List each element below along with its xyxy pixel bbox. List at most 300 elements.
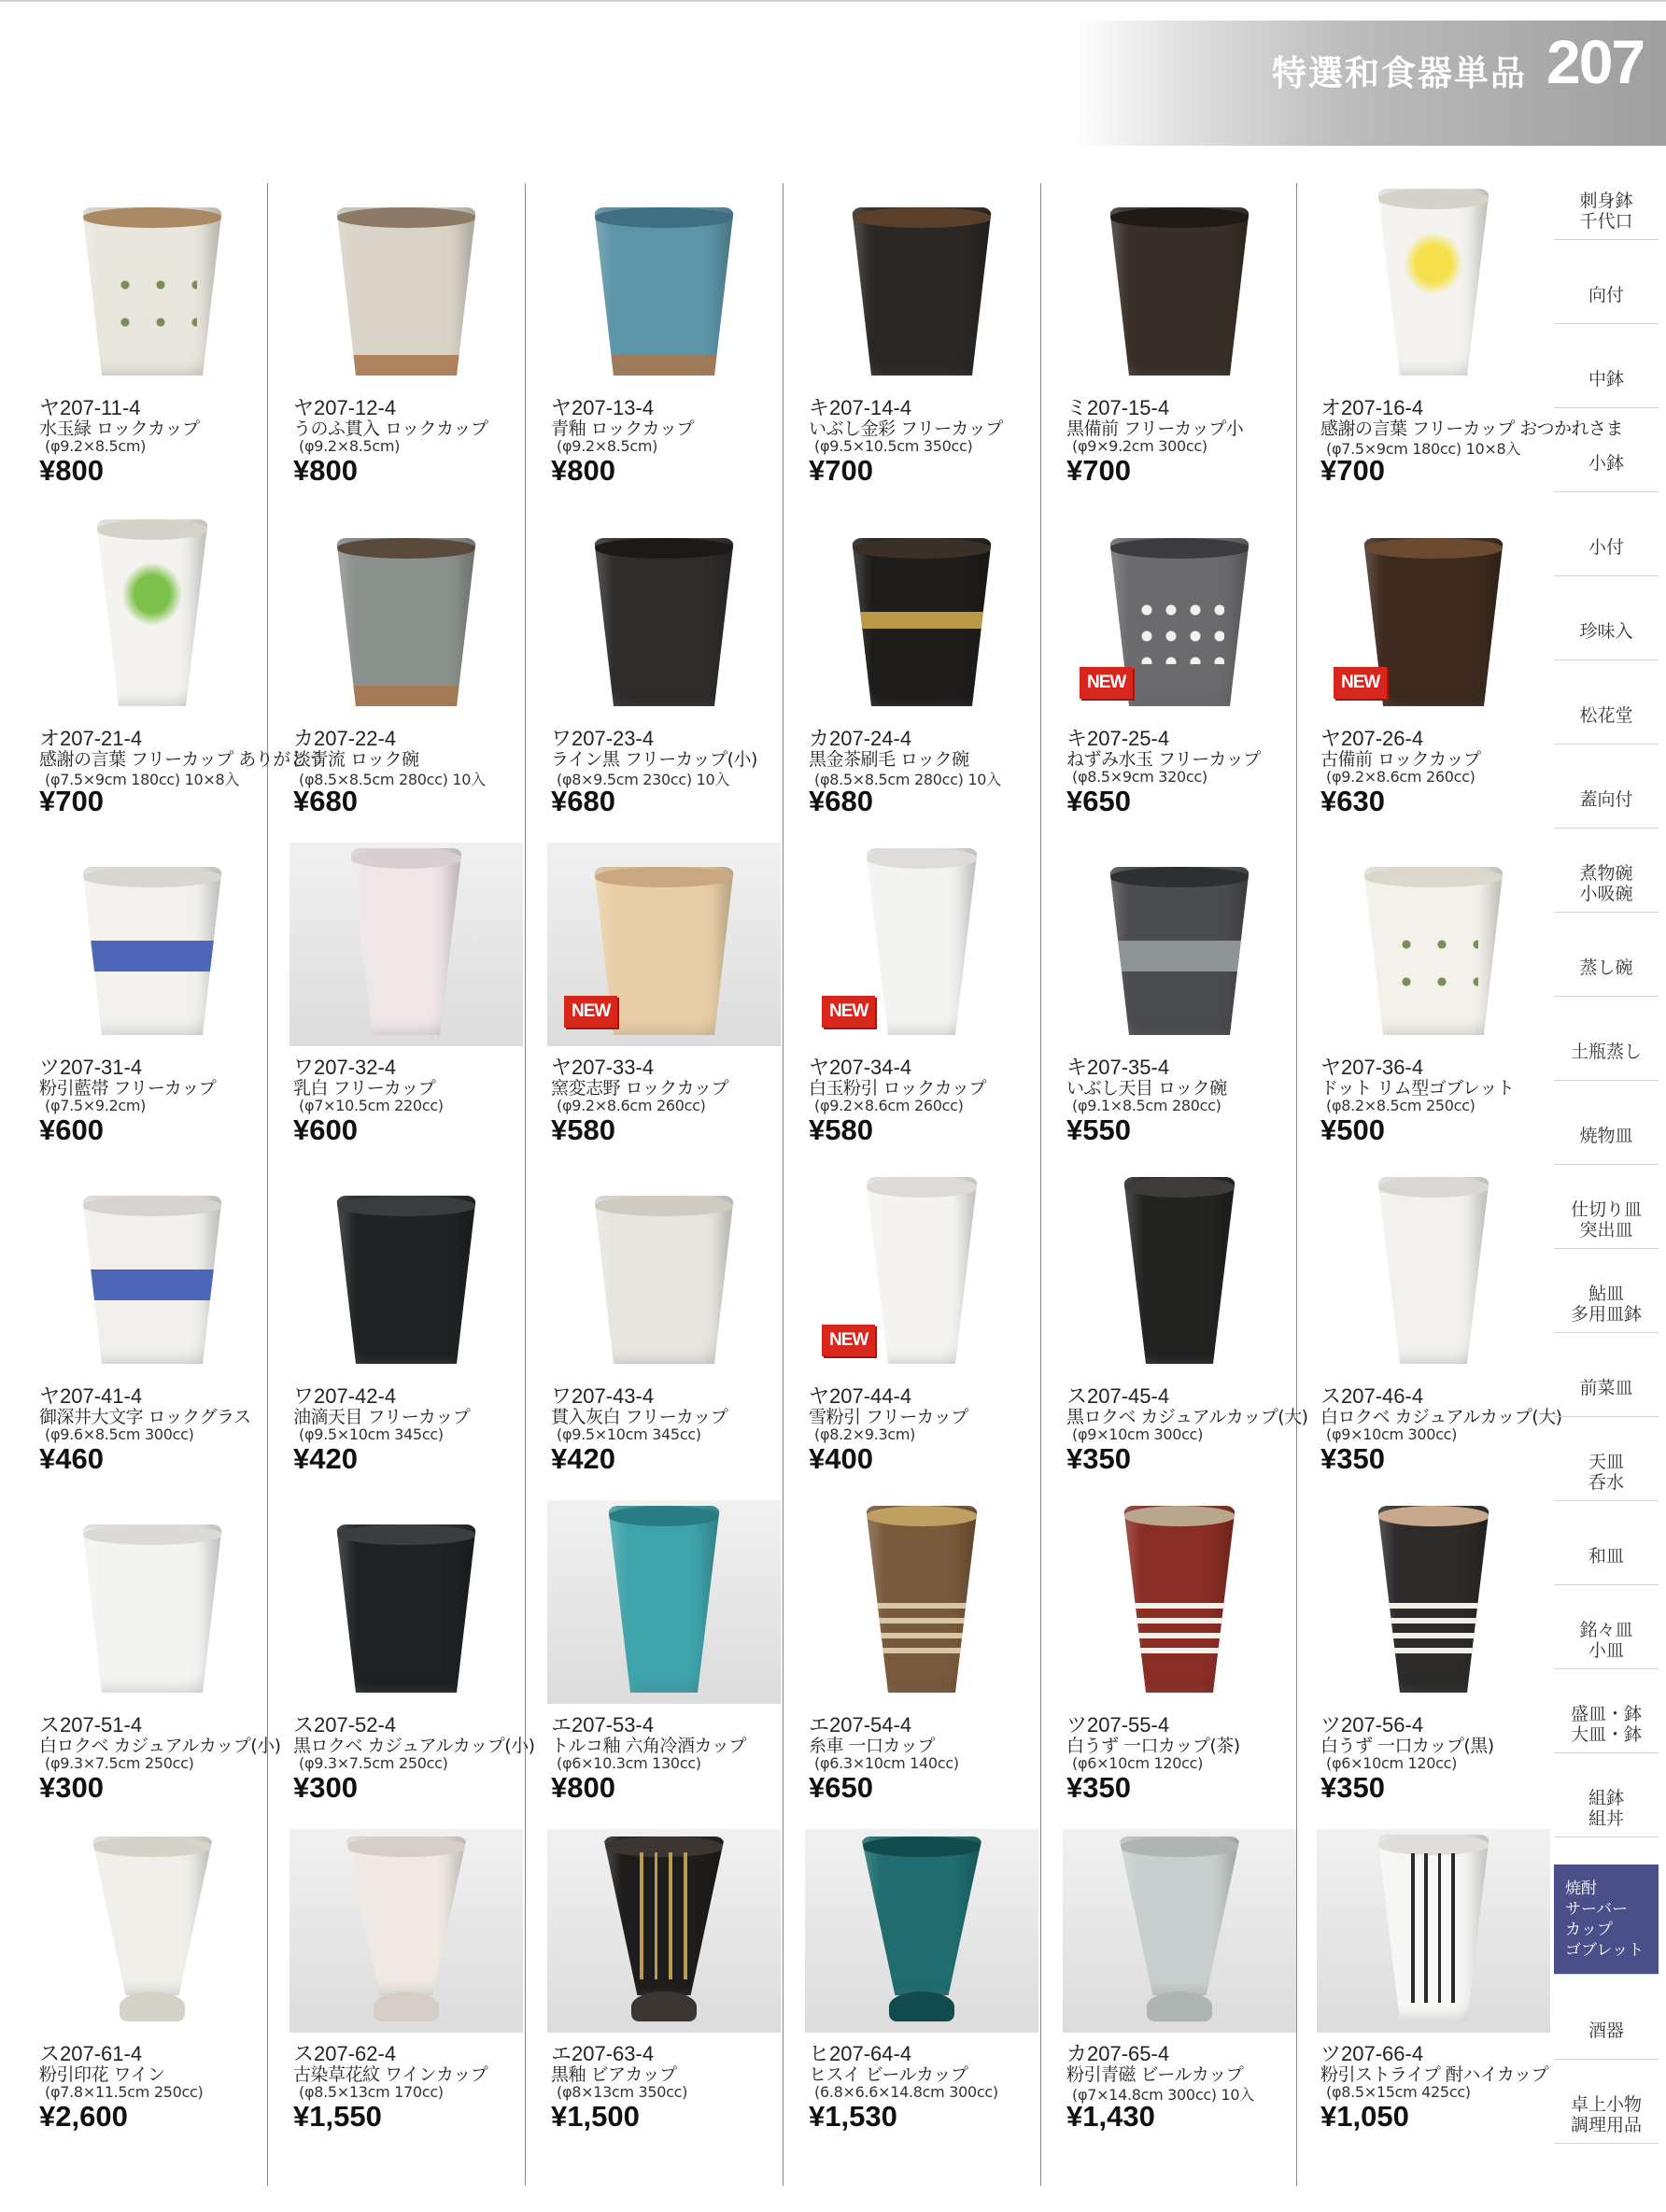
product-item[interactable] bbox=[26, 843, 278, 1164]
product-price: ¥800 bbox=[551, 1771, 615, 1804]
product-photo bbox=[805, 183, 1038, 387]
product-code: ツ207-66-4 bbox=[1320, 2042, 1424, 2065]
product-size: (φ9×10cm 300cc) bbox=[1326, 1425, 1458, 1443]
cup-rim bbox=[1377, 1835, 1490, 1855]
product-price: ¥400 bbox=[809, 1442, 873, 1475]
product-price: ¥700 bbox=[809, 454, 873, 487]
product-item[interactable] bbox=[280, 514, 532, 835]
cup-illustration bbox=[346, 1836, 467, 1995]
sidebar-category[interactable]: 組鉢 組丼 bbox=[1554, 1780, 1659, 1837]
cup-illustration bbox=[866, 1506, 978, 1693]
product-name: 粉引青磁 ビールカップ bbox=[1066, 2064, 1244, 2085]
product-price: ¥580 bbox=[809, 1113, 873, 1146]
product-size: (φ9.2×8.6cm 260cc) bbox=[1326, 768, 1475, 786]
product-size: (φ9.3×7.5cm 250cc) bbox=[299, 1754, 448, 1772]
product-name: 雪粉引 フリーカップ bbox=[809, 1407, 968, 1427]
product-price: ¥420 bbox=[551, 1442, 615, 1475]
cup-illustration bbox=[336, 538, 476, 706]
product-name: 水玉緑 ロックカップ bbox=[39, 418, 200, 439]
product-code: ヤ207-44-4 bbox=[809, 1384, 912, 1408]
cup-rim bbox=[82, 207, 222, 228]
stripe bbox=[1123, 1603, 1235, 1609]
product-name: 青釉 ロックカップ bbox=[551, 418, 694, 439]
cup-rim bbox=[1123, 1177, 1235, 1198]
page-number: 207 bbox=[1546, 27, 1645, 96]
cup-illustration bbox=[336, 1524, 476, 1693]
product-code: ス207-61-4 bbox=[39, 2042, 143, 2065]
product-item[interactable] bbox=[538, 1171, 790, 1493]
product-code: ワ207-43-4 bbox=[551, 1384, 655, 1408]
product-code: ス207-62-4 bbox=[293, 2042, 397, 2065]
sidebar-category[interactable]: 珍味入 bbox=[1554, 603, 1659, 660]
product-photo bbox=[35, 1171, 269, 1375]
cup-rim bbox=[336, 207, 476, 228]
product-photo bbox=[1063, 183, 1296, 387]
cup-illustration bbox=[350, 848, 462, 1035]
product-name: ヒスイ ビールカップ bbox=[809, 2064, 968, 2085]
product-name: 粉引藍帯 フリーカップ bbox=[39, 1078, 217, 1099]
product-size: (φ6×10cm 120cc) bbox=[1326, 1754, 1458, 1772]
printed-logo bbox=[117, 557, 189, 631]
product-item[interactable] bbox=[1307, 1500, 1560, 1822]
product-name: ドット リム型ゴブレット bbox=[1320, 1078, 1515, 1099]
cup-illustration bbox=[336, 1196, 476, 1364]
product-price: ¥700 bbox=[39, 785, 104, 817]
product-price: ¥680 bbox=[809, 785, 873, 817]
cup-rim bbox=[608, 1506, 720, 1526]
product-size: (φ9.1×8.5cm 280cc) bbox=[1072, 1097, 1221, 1114]
product-price: ¥1,050 bbox=[1320, 2100, 1409, 2133]
cup-foot bbox=[350, 355, 462, 376]
cup-rim bbox=[82, 1196, 222, 1216]
product-name: 粉引ストライプ 酎ハイカップ bbox=[1320, 2064, 1549, 2085]
product-item[interactable] bbox=[1307, 843, 1560, 1164]
product-price: ¥650 bbox=[809, 1771, 873, 1804]
product-name: 乳白 フリーカップ bbox=[293, 1078, 436, 1099]
sidebar-category[interactable]: 刺身鉢 千代口 bbox=[1554, 183, 1659, 240]
product-item[interactable] bbox=[26, 1500, 281, 1822]
product-photo bbox=[289, 843, 523, 1046]
product-item[interactable] bbox=[538, 1500, 790, 1822]
sidebar-category[interactable]: 土瓶蒸し bbox=[1554, 1024, 1659, 1081]
product-size: (φ7×10.5cm 220cc) bbox=[299, 1097, 444, 1114]
product-photo bbox=[1317, 1829, 1550, 2033]
product-code: ヤ207-26-4 bbox=[1320, 727, 1424, 750]
product-photo bbox=[547, 514, 781, 717]
stripe bbox=[1438, 1853, 1442, 2003]
cup-rim bbox=[594, 207, 734, 228]
product-code: オ207-21-4 bbox=[39, 727, 143, 750]
product-photo bbox=[35, 1829, 269, 2033]
product-item[interactable] bbox=[538, 183, 790, 504]
sidebar-category[interactable]: 盛皿・鉢 大皿・鉢 bbox=[1554, 1696, 1659, 1753]
cup-rim bbox=[861, 1836, 982, 1857]
product-photo bbox=[547, 1500, 781, 1704]
product-name: 貫入灰白 フリーカップ bbox=[551, 1407, 728, 1427]
cup-rim bbox=[603, 1836, 725, 1857]
cup-rim bbox=[866, 848, 978, 869]
product-code: カ207-22-4 bbox=[293, 727, 397, 750]
cup-foot bbox=[350, 686, 462, 706]
stripe bbox=[640, 1852, 643, 1979]
cup-rim bbox=[336, 1524, 476, 1545]
product-price: ¥1,430 bbox=[1066, 2100, 1155, 2133]
product-photo bbox=[805, 1829, 1038, 2033]
product-item[interactable] bbox=[26, 1829, 278, 2150]
product-price: ¥1,550 bbox=[293, 2100, 382, 2133]
goblet-foot bbox=[889, 1992, 954, 2021]
product-code: ス207-51-4 bbox=[39, 1713, 143, 1737]
stripe bbox=[669, 1852, 672, 1979]
cup-rim bbox=[92, 1836, 213, 1857]
cup-illustration bbox=[336, 207, 476, 376]
sidebar-category[interactable]: 鮎皿 多用皿鉢 bbox=[1554, 1276, 1659, 1333]
product-item[interactable] bbox=[26, 514, 325, 835]
sidebar-category[interactable]: 蓋向付 bbox=[1554, 772, 1659, 829]
product-size: (φ9.6×8.5cm 300cc) bbox=[45, 1425, 194, 1443]
product-code: カ207-65-4 bbox=[1066, 2042, 1170, 2065]
product-item[interactable] bbox=[280, 1500, 535, 1822]
product-photo bbox=[805, 843, 1038, 1046]
cup-illustration bbox=[1109, 867, 1250, 1035]
stripe bbox=[655, 1852, 658, 1979]
cup-illustration bbox=[1377, 1835, 1490, 2021]
product-code: ヤ207-13-4 bbox=[551, 396, 655, 419]
product-code: エ207-54-4 bbox=[809, 1713, 912, 1737]
stripe bbox=[1123, 1648, 1235, 1653]
cup-foot bbox=[608, 355, 720, 376]
product-name: ライン黒 フリーカップ(小) bbox=[551, 749, 757, 770]
product-name: 黒ロクベ カジュアルカップ(大) bbox=[1066, 1407, 1308, 1427]
cup-rim bbox=[1377, 1177, 1490, 1198]
product-size: (φ9.2×8.5cm) bbox=[299, 437, 401, 455]
product-photo bbox=[547, 1829, 781, 2033]
sidebar-category[interactable]: 酒器 bbox=[1554, 2003, 1659, 2060]
printed-logo bbox=[1398, 226, 1470, 301]
cup-rim bbox=[1377, 189, 1490, 209]
top-rule bbox=[0, 0, 1666, 2]
sidebar-category[interactable]: 和皿 bbox=[1554, 1528, 1659, 1585]
product-size: (φ7×14.8cm 300cc) 10入 bbox=[1072, 2086, 1254, 2104]
product-item[interactable] bbox=[26, 1171, 278, 1493]
product-code: ス207-46-4 bbox=[1320, 1384, 1424, 1408]
sidebar-category[interactable]: 焼酎 サーバー カップ ゴブレット bbox=[1554, 1865, 1659, 1975]
sidebar-category[interactable]: 向付 bbox=[1554, 267, 1659, 324]
product-item[interactable] bbox=[1307, 1171, 1560, 1493]
product-photo bbox=[805, 1171, 1038, 1375]
sidebar-category[interactable]: 前菜皿 bbox=[1554, 1360, 1659, 1417]
dot-pattern bbox=[1389, 926, 1478, 993]
cup-illustration bbox=[866, 1177, 978, 1364]
product-photo bbox=[547, 1171, 781, 1375]
new-badge: NEW bbox=[1080, 667, 1133, 699]
product-item[interactable] bbox=[1053, 1171, 1306, 1493]
product-photo bbox=[35, 843, 269, 1046]
product-photo bbox=[805, 1500, 1038, 1704]
glaze-band bbox=[852, 612, 992, 629]
product-size: (φ9.5×10cm 345cc) bbox=[299, 1425, 444, 1443]
sidebar-category[interactable]: 中鉢 bbox=[1554, 351, 1659, 408]
sidebar-category[interactable]: 銘々皿 小皿 bbox=[1554, 1612, 1659, 1669]
product-code: エ207-63-4 bbox=[551, 2042, 655, 2065]
glaze-band bbox=[82, 941, 222, 971]
product-name: トルコ釉 六角冷酒カップ bbox=[551, 1736, 746, 1756]
product-price: ¥800 bbox=[39, 454, 104, 487]
cup-rim bbox=[346, 1836, 467, 1857]
product-price: ¥580 bbox=[551, 1113, 615, 1146]
product-name: 感謝の言葉 フリーカップ ありがとう bbox=[39, 749, 325, 770]
product-code: キ207-14-4 bbox=[809, 396, 912, 419]
product-price: ¥600 bbox=[293, 1113, 358, 1146]
product-photo bbox=[289, 1829, 523, 2033]
cup-illustration bbox=[1119, 1836, 1240, 1995]
sidebar-category[interactable]: 小付 bbox=[1554, 519, 1659, 576]
cup-rim bbox=[1109, 867, 1250, 887]
product-price: ¥2,600 bbox=[39, 2100, 128, 2133]
product-item[interactable] bbox=[280, 1171, 532, 1493]
product-price: ¥460 bbox=[39, 1442, 104, 1475]
cup-rim bbox=[594, 538, 734, 559]
product-price: ¥650 bbox=[1066, 785, 1131, 817]
product-photo bbox=[289, 514, 523, 717]
cup-rim bbox=[350, 848, 462, 869]
product-code: ワ207-42-4 bbox=[293, 1384, 397, 1408]
product-code: ワ207-23-4 bbox=[551, 727, 655, 750]
product-price: ¥700 bbox=[1066, 454, 1131, 487]
cup-rim bbox=[852, 538, 992, 559]
product-code: ヒ207-64-4 bbox=[809, 2042, 912, 2065]
cup-illustration bbox=[1123, 1506, 1235, 1693]
product-code: カ207-24-4 bbox=[809, 727, 912, 750]
page-header bbox=[1074, 21, 1666, 146]
product-item[interactable] bbox=[796, 1500, 1048, 1822]
product-name: 白ロクベ カジュアルカップ(小) bbox=[39, 1736, 281, 1756]
cup-rim bbox=[1363, 538, 1504, 559]
product-price: ¥350 bbox=[1066, 1442, 1131, 1475]
product-name: 古染草花紋 ワインカップ bbox=[293, 2064, 488, 2085]
product-item[interactable] bbox=[796, 183, 1048, 504]
product-code: キ207-25-4 bbox=[1066, 727, 1170, 750]
product-code: ツ207-55-4 bbox=[1066, 1713, 1170, 1737]
cup-illustration bbox=[1377, 1506, 1490, 1693]
product-item[interactable] bbox=[796, 514, 1048, 835]
product-code: オ207-16-4 bbox=[1320, 396, 1424, 419]
cup-rim bbox=[594, 867, 734, 887]
cup-illustration bbox=[594, 207, 734, 376]
product-photo bbox=[805, 514, 1038, 717]
product-photo bbox=[1063, 843, 1296, 1046]
product-size: (φ9×9.2cm 300cc) bbox=[1072, 437, 1207, 455]
product-code: ツ207-31-4 bbox=[39, 1056, 143, 1079]
product-photo bbox=[289, 1500, 523, 1704]
product-name: ねずみ水玉 フリーカップ bbox=[1066, 749, 1261, 770]
product-code: ミ207-15-4 bbox=[1066, 396, 1170, 419]
product-name: 白玉粉引 ロックカップ bbox=[809, 1078, 986, 1099]
product-item[interactable] bbox=[538, 843, 790, 1164]
product-code: エ207-53-4 bbox=[551, 1713, 655, 1737]
product-size: (φ6.3×10cm 140cc) bbox=[814, 1754, 959, 1772]
product-photo bbox=[1317, 1500, 1550, 1704]
cup-illustration bbox=[608, 1506, 720, 1693]
product-item[interactable] bbox=[280, 1829, 532, 2150]
new-badge: NEW bbox=[822, 1325, 875, 1356]
product-item[interactable] bbox=[796, 843, 1048, 1164]
product-item[interactable] bbox=[1053, 1500, 1306, 1822]
product-code: キ207-35-4 bbox=[1066, 1056, 1170, 1079]
product-item[interactable] bbox=[280, 183, 532, 504]
sidebar-category[interactable]: 蒸し碗 bbox=[1554, 940, 1659, 997]
stripe bbox=[1411, 1853, 1415, 2003]
product-photo bbox=[547, 183, 781, 387]
product-size: (φ9.2×8.6cm 260cc) bbox=[557, 1097, 706, 1114]
cup-illustration bbox=[594, 538, 734, 706]
cup-rim bbox=[1363, 867, 1504, 887]
new-badge: NEW bbox=[564, 996, 617, 1028]
product-code: ス207-45-4 bbox=[1066, 1384, 1170, 1408]
sidebar-category[interactable]: 仕切り皿 突出皿 bbox=[1554, 1192, 1659, 1249]
stripe bbox=[1377, 1603, 1490, 1609]
product-photo bbox=[1063, 1829, 1296, 2033]
dot-pattern bbox=[1135, 597, 1224, 664]
product-name: 黒釉 ビアカップ bbox=[551, 2064, 677, 2085]
product-name: 油滴天目 フリーカップ bbox=[293, 1407, 471, 1427]
new-badge: NEW bbox=[822, 996, 875, 1028]
product-size: (φ7.5×9cm 180cc) 10×8入 bbox=[1326, 440, 1521, 458]
cup-illustration bbox=[1363, 867, 1504, 1035]
product-price: ¥350 bbox=[1320, 1442, 1385, 1475]
goblet-foot bbox=[374, 1992, 439, 2021]
product-name: 白うず 一口カップ(茶) bbox=[1066, 1736, 1240, 1756]
goblet-foot bbox=[1147, 1992, 1212, 2021]
cup-rim bbox=[82, 1524, 222, 1545]
product-photo bbox=[35, 514, 269, 717]
sidebar-category[interactable]: 煮物碗 小吸碗 bbox=[1554, 856, 1659, 913]
product-photo bbox=[1317, 1171, 1550, 1375]
cup-illustration bbox=[92, 1836, 213, 1995]
glaze-band bbox=[1109, 941, 1250, 971]
product-name: 古備前 ロックカップ bbox=[1320, 749, 1481, 770]
product-item[interactable] bbox=[538, 1829, 790, 2150]
product-size: (φ9.2×8.5cm) bbox=[557, 437, 658, 455]
stripe bbox=[1123, 1633, 1235, 1638]
sidebar-category[interactable]: 松花堂 bbox=[1554, 688, 1659, 744]
product-code: ツ207-56-4 bbox=[1320, 1713, 1424, 1737]
cup-rim bbox=[852, 207, 992, 228]
product-item[interactable] bbox=[538, 514, 790, 835]
dot-pattern bbox=[107, 266, 197, 333]
product-size: (φ8×9.5cm 230cc) 10入 bbox=[557, 771, 730, 788]
product-item[interactable] bbox=[796, 1171, 1048, 1493]
cup-illustration bbox=[1377, 189, 1490, 376]
cup-rim bbox=[1109, 538, 1250, 559]
product-item[interactable] bbox=[1053, 843, 1306, 1164]
product-item[interactable] bbox=[280, 843, 532, 1164]
sidebar-category[interactable]: 天皿 呑水 bbox=[1554, 1444, 1659, 1501]
product-size: (φ9.5×10cm 345cc) bbox=[557, 1425, 701, 1443]
product-price: ¥300 bbox=[293, 1771, 358, 1804]
cup-illustration bbox=[852, 538, 992, 706]
product-name: 白うず 一口カップ(黒) bbox=[1320, 1736, 1494, 1756]
product-price: ¥680 bbox=[551, 785, 615, 817]
cup-illustration bbox=[82, 1196, 222, 1364]
cup-rim bbox=[866, 1506, 978, 1526]
cup-illustration bbox=[1377, 1177, 1490, 1364]
stripe bbox=[684, 1852, 687, 1979]
stripe bbox=[1377, 1648, 1490, 1653]
product-item[interactable] bbox=[26, 183, 278, 504]
sidebar-category[interactable]: 小鉢 bbox=[1554, 435, 1659, 492]
product-name: 粉引印花 ワイン bbox=[39, 2064, 165, 2085]
product-item[interactable] bbox=[1053, 183, 1306, 504]
product-photo bbox=[289, 183, 523, 387]
product-size: (φ8.2×9.3cm) bbox=[814, 1425, 916, 1443]
stripe bbox=[1377, 1633, 1490, 1638]
product-size: (φ9×10cm 300cc) bbox=[1072, 1425, 1204, 1443]
sidebar-category[interactable]: 卓上小物 調理用品 bbox=[1554, 2087, 1659, 2144]
product-item[interactable] bbox=[1307, 514, 1560, 835]
cup-rim bbox=[1119, 1836, 1240, 1857]
product-name: いぶし天目 ロック碗 bbox=[1066, 1078, 1227, 1099]
product-code: ヤ207-11-4 bbox=[39, 396, 141, 419]
product-photo bbox=[1317, 183, 1550, 387]
product-size: (φ8.5×8.5cm 280cc) 10入 bbox=[299, 771, 486, 788]
product-item[interactable] bbox=[1307, 1829, 1560, 2150]
cup-rim bbox=[336, 538, 476, 559]
product-photo bbox=[35, 1500, 269, 1704]
goblet-foot bbox=[120, 1992, 185, 2021]
product-size: (φ8.2×8.5cm 250cc) bbox=[1326, 1097, 1475, 1114]
cup-illustration bbox=[1123, 1177, 1235, 1364]
cup-rim bbox=[866, 1177, 978, 1198]
product-size: (φ9.5×10.5cm 350cc) bbox=[814, 437, 973, 455]
product-size: (φ8.5×9cm 320cc) bbox=[1072, 768, 1207, 786]
stripe bbox=[1377, 1618, 1490, 1624]
stripe bbox=[866, 1633, 978, 1638]
product-photo bbox=[1063, 514, 1296, 717]
product-item[interactable] bbox=[1053, 514, 1306, 835]
stripe bbox=[866, 1648, 978, 1653]
product-size: (φ8.5×13cm 170cc) bbox=[299, 2083, 444, 2101]
cup-illustration bbox=[82, 1524, 222, 1693]
product-price: ¥300 bbox=[39, 1771, 104, 1804]
product-price: ¥800 bbox=[551, 454, 615, 487]
cup-rim bbox=[1377, 1506, 1490, 1526]
product-size: (φ8.5×15cm 425cc) bbox=[1326, 2083, 1471, 2101]
product-size: (6.8×6.6×14.8cm 300cc) bbox=[814, 2083, 998, 2101]
product-price: ¥420 bbox=[293, 1442, 358, 1475]
product-photo bbox=[289, 1171, 523, 1375]
product-price: ¥700 bbox=[1320, 454, 1385, 487]
new-badge: NEW bbox=[1334, 667, 1387, 699]
product-code: ヤ207-34-4 bbox=[809, 1056, 912, 1079]
cup-illustration bbox=[1109, 207, 1250, 376]
product-photo bbox=[547, 843, 781, 1046]
product-item[interactable] bbox=[796, 1829, 1048, 2150]
product-photo bbox=[1063, 1171, 1296, 1375]
sidebar-category[interactable]: 焼物皿 bbox=[1554, 1108, 1659, 1165]
product-size: (φ8×13cm 350cc) bbox=[557, 2083, 688, 2101]
product-size: (φ6×10.3cm 130cc) bbox=[557, 1754, 701, 1772]
product-photo bbox=[1317, 843, 1550, 1046]
product-item[interactable] bbox=[1053, 1829, 1306, 2150]
product-name: 感謝の言葉 フリーカップ おつかれさま bbox=[1320, 418, 1624, 439]
product-price: ¥800 bbox=[293, 454, 358, 487]
product-name: 黒金茶刷毛 ロック碗 bbox=[809, 749, 969, 770]
product-code: ス207-52-4 bbox=[293, 1713, 397, 1737]
product-code: ヤ207-33-4 bbox=[551, 1056, 655, 1079]
cup-rim bbox=[1109, 207, 1250, 228]
product-code: ヤ207-36-4 bbox=[1320, 1056, 1424, 1079]
